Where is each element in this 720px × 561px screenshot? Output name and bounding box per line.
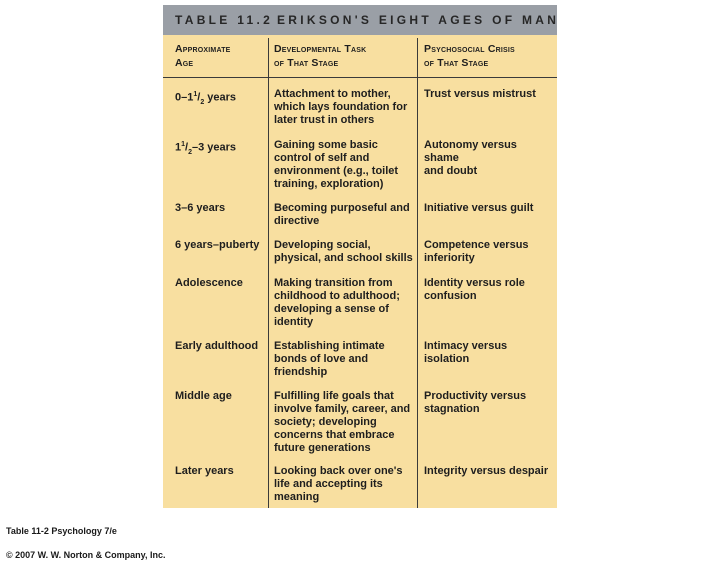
row-6-crisis: Intimacy versus isolation (424, 340, 508, 365)
table-title-bar (163, 5, 560, 35)
table-number: TABLE 11.2 (175, 13, 274, 27)
erikson-table (163, 5, 560, 508)
row-5-age: Adolescence (175, 277, 243, 289)
header-age (175, 42, 231, 70)
row-1-crisis: Trust versus mistrust (424, 88, 536, 100)
row-3-task: Becoming purposeful and directive (274, 202, 410, 227)
header-task-line2: of That Stage (274, 57, 339, 69)
row-8-crisis: Integrity versus despair (424, 465, 549, 477)
header-age-line1: Approximate (175, 43, 231, 55)
row-3-crisis: Initiative versus guilt (424, 202, 534, 214)
row-3-age: 3–6 years (175, 202, 226, 214)
row-2-task: Gaining some basic control of self and environment (e.g., toilet training, exploration) (274, 139, 399, 190)
header-task-line1: Developmental Task (274, 43, 367, 55)
caption-line-2: © 2007 W. W. Norton & Company, Inc. (6, 550, 166, 560)
caption-line-1: Table 11-2 Psychology 7/e (6, 526, 117, 536)
row-5-task: Making transition from childhood to adulthood; developing a sense of identity (274, 277, 400, 328)
header-age-line2: Age (175, 57, 194, 69)
row-4-crisis: Competence versus inferiority (424, 239, 529, 264)
table-title: ERIKSON'S EIGHT AGES OF MAN (277, 13, 560, 27)
figure-caption (6, 513, 166, 561)
header-crisis (424, 42, 515, 70)
row-6-age: Early adulthood (175, 340, 259, 352)
row-6-task: Establishing intimate bonds of love and friendship (274, 340, 385, 378)
row-5-crisis: Identity versus role confusion (424, 277, 525, 302)
row-7-crisis: Productivity versus stagnation (424, 390, 527, 415)
header-task (274, 42, 366, 70)
row-2-crisis: Autonomy versus shame and doubt (424, 139, 517, 177)
column-divider (268, 38, 269, 508)
row-1-task: Attachment to mother, which lays foundation for later trust in others (274, 88, 408, 126)
row-4-age: 6 years–puberty (175, 239, 260, 251)
row-7-age: Middle age (175, 390, 232, 402)
row-2-age: $1^1/_2-3$ years (175, 141, 237, 156)
header-crisis-line1: Psychosocial Crisis (424, 43, 515, 55)
row-4-task: Developing social, physical, and school skills (274, 239, 413, 264)
row-8-task: Looking back over one's life and accepting its meaning (274, 465, 403, 503)
header-crisis-line2: of That Stage (424, 57, 489, 69)
row-7-task: Fulfilling life goals that involve family, career, and society; developing concerns that embrace future generations (274, 390, 411, 454)
row-1-age: $0-1^1/_2$ years (175, 91, 237, 106)
row-8-age: Later years (175, 465, 234, 477)
header-divider (163, 77, 557, 78)
